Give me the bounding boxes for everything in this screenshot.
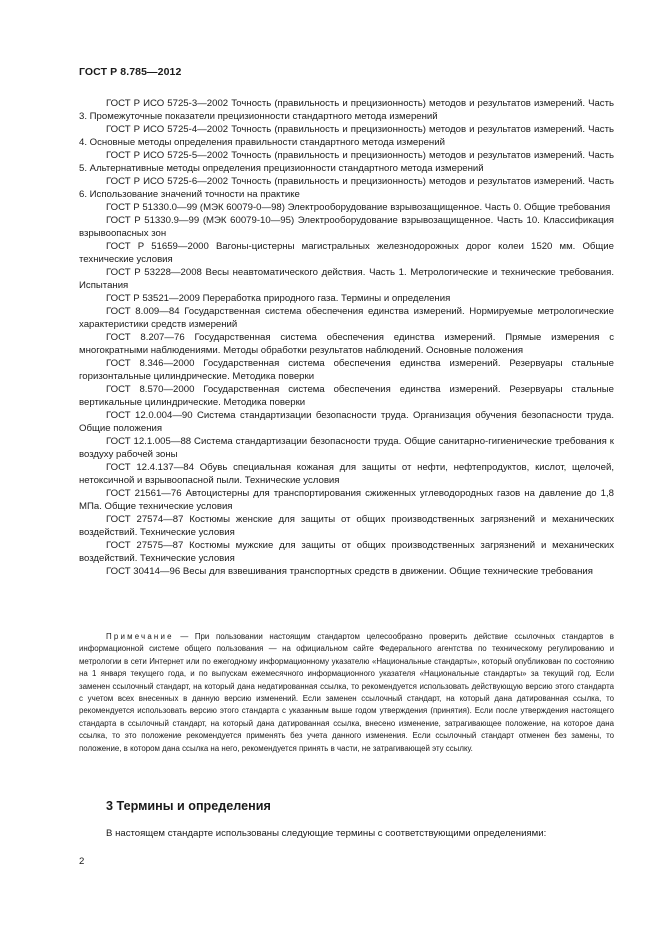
reference-item: ГОСТ 12.4.137—84 Обувь специальная кожаная для защиты от нефти, нефтепродуктов, кислот, щелочей, нетоксичной и взрывоопасной пыли. Технические условия	[79, 462, 614, 486]
reference-item: ГОСТ Р ИСО 5725-6—2002 Точность (правильность и прецизионность) методов и результатов измерений. Часть 6. Использование значений точности на практике	[79, 176, 614, 200]
reference-item: ГОСТ Р 51330.9—99 (МЭК 60079-10—95) Электрооборудование взрывозащищенное. Часть 10. Классификация взрывоопасных зон	[79, 215, 614, 239]
note-text: — При пользовании настоящим стандартом целесообразно проверить действие ссылочных стандартов в информационной системе общего пользования — на официальном сайте Федерального агентства по техническому регулированию и метрологии в сети Интернет или по ежегодному информационному указателю «Национальные стандарты», который опубликован по состоянию на 1 января текущего года, и по выпускам ежемесячного информационного указателя «Национальные стандарты» за текущий год. Если заменен ссылочный стандарт, на который дана недатированная ссылка, то рекомендуется использовать действующую версию этого стандарта с учетом всех внесенных в данную версию изменений. Если заменен ссылочный стандарт, на который дана датированная ссылка, то рекомендуется использовать версию этого стандарта с указанным выше годом утверждения (принятия). Если после утверждения настоящего стандарта в ссылочный стандарт, на который дана датированная ссылка, внесено изменение, затрагивающее положение, на которое дана ссылка, то это положение рекомендуется применять без учета данного изменения. Если ссылочный стандарт отменен без замены, то положение, в котором дана ссылка на него, рекомендуется принять в части, не затрагивающей эту ссылку.	[79, 632, 614, 753]
section-intro: В настоящем стандарте использованы следующие термины с соответствующими определениями:	[106, 828, 547, 839]
reference-item: ГОСТ 8.207—76 Государственная система обеспечения единства измерений. Прямые измерения с многократными наблюдениями. Методы обработки результатов наблюдений. Основные положения	[79, 332, 614, 356]
reference-item: ГОСТ Р 51659—2000 Вагоны-цистерны магистральных железнодорожных дорог колеи 1520 мм. Общие технические условия	[79, 241, 614, 265]
reference-item: ГОСТ 27574—87 Костюмы женские для защиты от общих производственных загрязнений и механических воздействий. Технические условия	[79, 514, 614, 538]
reference-item: ГОСТ 12.0.004—90 Система стандартизации безопасности труда. Организация обучения безопасности труда. Общие положения	[79, 410, 614, 434]
section-heading: 3 Термины и определения	[106, 799, 271, 813]
reference-item: ГОСТ Р 53228—2008 Весы неавтоматического действия. Часть 1. Метрологические и технические требования. Испытания	[79, 267, 614, 291]
reference-item: ГОСТ 8.009—84 Государственная система обеспечения единства измерений. Нормируемые метрологические характеристики средств измерений	[79, 306, 614, 330]
reference-item: ГОСТ 27575—87 Костюмы мужские для защиты от общих производственных загрязнений и механических воздействий. Технические условия	[79, 540, 614, 564]
reference-item: ГОСТ Р 51330.0—99 (МЭК 60079-0—98) Электрооборудование взрывозащищенное. Часть 0. Общие требования	[106, 202, 611, 213]
reference-item: ГОСТ 8.346—2000 Государственная система обеспечения единства измерений. Резервуары стальные горизонтальные цилиндрические. Методика поверки	[79, 358, 614, 382]
reference-item: ГОСТ 21561—76 Автоцистерны для транспортирования сжиженных углеводородных газов на давление до 1,8 МПа. Общие технические условия	[79, 488, 614, 512]
document-header: ГОСТ Р 8.785—2012	[79, 66, 182, 78]
note-paragraph	[79, 631, 614, 755]
reference-item: ГОСТ 8.570—2000 Государственная система обеспечения единства измерений. Резервуары стальные вертикальные цилиндрические. Методика поверки	[79, 384, 614, 408]
note-label: Примечание	[106, 632, 174, 641]
reference-item: ГОСТ Р 53521—2009 Переработка природного газа. Термины и определения	[106, 293, 451, 304]
reference-item: ГОСТ 12.1.005—88 Система стандартизации безопасности труда. Общие санитарно-гигиенические требования к воздуху рабочей зоны	[79, 436, 614, 460]
reference-item: ГОСТ Р ИСО 5725-3—2002 Точность (правильность и прецизионность) методов и результатов измерений. Часть 3. Промежуточные показатели прецизионности стандартного метода измерений	[79, 98, 614, 122]
note-block	[79, 631, 614, 755]
reference-item: ГОСТ 30414—96 Весы для взвешивания транспортных средств в движении. Общие технические требования	[106, 566, 593, 577]
reference-item: ГОСТ Р ИСО 5725-4—2002 Точность (правильность и прецизионность) методов и результатов измерений. Часть 4. Основные методы определения правильности стандартного метода измерений	[79, 124, 614, 148]
page-number: 2	[79, 856, 85, 867]
reference-item: ГОСТ Р ИСО 5725-5—2002 Точность (правильность и прецизионность) методов и результатов измерений. Часть 5. Альтернативные методы определения прецизионности стандартного метода измерений	[79, 150, 614, 174]
normative-references-list	[79, 97, 614, 578]
